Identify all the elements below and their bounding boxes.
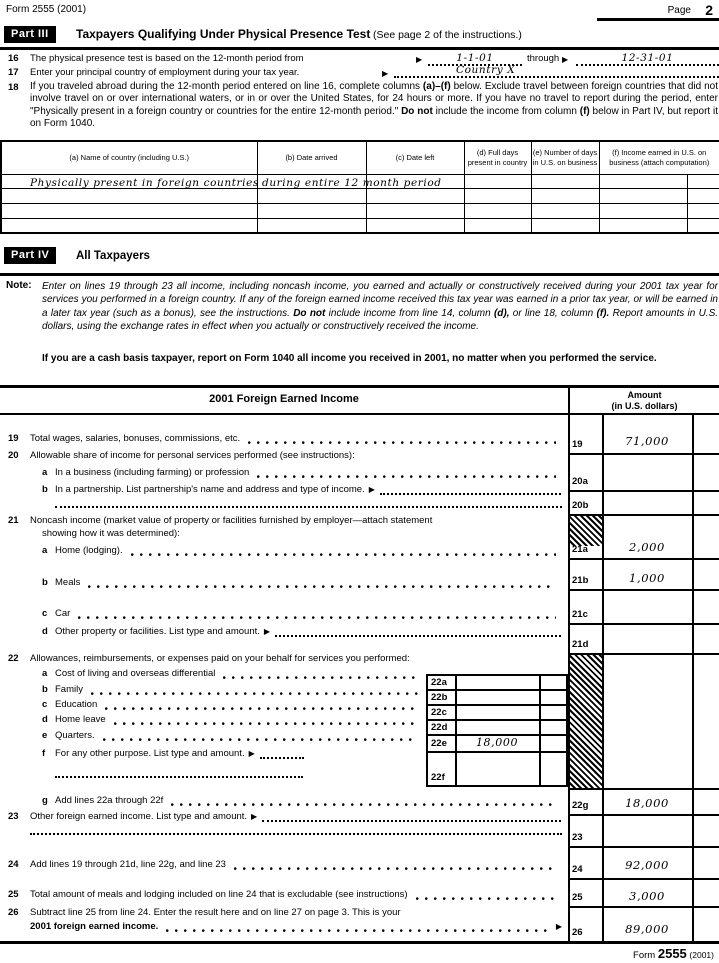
line16-through-label: through <box>527 53 560 64</box>
line24-row <box>30 859 562 872</box>
subtable-rule <box>428 719 566 721</box>
line21b-letter: b <box>42 577 48 588</box>
dot-leader <box>248 441 556 445</box>
line21a-label: Home (lodging). <box>55 545 123 556</box>
line22f-entry-line2[interactable] <box>55 768 303 778</box>
cash-basis-paragraph: If you are a cash basis taxpayer, report on Form 1040 all income you received in 2001, no matter when you performed the service. <box>42 353 657 364</box>
line23-entry-line[interactable] <box>262 820 561 822</box>
box-label-22e: 22e <box>431 738 447 749</box>
dot-leader <box>131 553 556 557</box>
line16-number: 16 <box>8 53 19 64</box>
part4-title: All Taxpayers <box>76 250 150 262</box>
line23-label: Other foreign earned income. List type and amount. <box>30 811 248 822</box>
box-label-21a: 21a <box>572 544 588 555</box>
line21c-letter: c <box>42 608 48 619</box>
line25-label: Total amount of meals and lodging included on line 24 that is excludable (see instructions) <box>30 889 408 900</box>
line21d-letter: d <box>42 626 48 637</box>
part3-badge: Part III <box>4 26 56 43</box>
line21d-label: Other property or facilities. List type and amount. <box>55 626 260 637</box>
line22f-label: For any other purpose. List type and amount. <box>55 748 245 759</box>
part3-title: Taxpayers Qualifying Under Physical Presence Test <box>76 27 371 41</box>
amount-26[interactable]: 89,000 <box>625 922 669 936</box>
box-label-22b: 22b <box>431 692 448 703</box>
travel-cell[interactable] <box>599 188 687 203</box>
dot-leader <box>88 585 556 589</box>
footer-year: (2001) <box>689 950 714 960</box>
line26-bold-label: 2001 foreign earned income. <box>30 921 159 932</box>
travel-cell[interactable] <box>687 174 719 188</box>
box-label-25: 25 <box>572 892 583 903</box>
box-label-22a: 22a <box>431 677 447 688</box>
line18-t1: If you traveled abroad during the 12-month period entered on line 16, complete columns <box>30 81 423 92</box>
travel-cell[interactable] <box>1 218 257 233</box>
line21d-row <box>55 626 562 639</box>
line22d-label: Home leave <box>55 714 106 725</box>
line21d-entry-line[interactable] <box>275 635 561 637</box>
line16-through-value: 12-31-01 <box>621 52 674 64</box>
subtable-cents-divider <box>539 676 541 785</box>
line22e-row <box>55 730 424 743</box>
line17-country-value: Country X <box>456 64 516 76</box>
dot-leader <box>234 867 556 871</box>
travel-cell[interactable] <box>464 203 531 218</box>
line22b-label: Family <box>55 684 83 695</box>
line23-number: 23 <box>8 811 19 822</box>
travel-header-usincome: (f) Income earned in U.S. on business (attach computation) <box>599 141 719 174</box>
note-label: Note: <box>6 280 32 291</box>
line22a-row <box>55 668 424 681</box>
travel-cell[interactable] <box>531 218 599 233</box>
line21a-letter: a <box>42 545 48 556</box>
travel-cell[interactable] <box>464 188 531 203</box>
line20-label: Allowable share of income for personal services performed (see instructions): <box>30 450 355 461</box>
page-word: Page <box>667 5 691 16</box>
line26-row2 <box>30 921 562 934</box>
line21-label1: Noncash income (market value of property or facilities furnished by employer—attach statement <box>30 515 433 526</box>
line22g-letter: g <box>42 795 48 806</box>
travel-cell[interactable] <box>366 188 464 203</box>
travel-cell[interactable] <box>366 218 464 233</box>
box-label-22d: 22d <box>431 722 448 733</box>
page-number: 2 <box>705 2 713 18</box>
hatched-cell <box>570 655 602 788</box>
line17-country-field[interactable] <box>394 63 719 78</box>
travel-header-country: (a) Name of country (including U.S.) <box>1 141 257 174</box>
box-label-20a: 20a <box>572 476 588 487</box>
line22-number: 22 <box>8 653 19 664</box>
line22a-letter: a <box>42 668 48 679</box>
line21c-label: Car <box>55 608 71 619</box>
header-rule <box>597 18 719 21</box>
line22d-row <box>55 714 424 727</box>
income-header-rule <box>0 413 719 415</box>
box-label-21d: 21d <box>572 639 589 650</box>
line22b-letter: b <box>42 684 48 695</box>
line18-paragraph <box>30 81 718 130</box>
line26-label1 <box>30 907 570 918</box>
line16-text: The physical presence test is based on the 12-month period from <box>30 53 304 64</box>
line22c-letter: c <box>42 699 48 710</box>
box-label-22g: 22g <box>572 800 589 811</box>
amount-header-line1: Amount <box>627 390 662 400</box>
line20b-letter: b <box>42 484 48 495</box>
line20a-letter: a <box>42 467 48 478</box>
dot-leader <box>416 897 556 901</box>
box-label-22c: 22c <box>431 707 447 718</box>
subtable-divider <box>455 676 457 785</box>
line18-t2: below. Exclude travel between foreign countries that did not involve travel on or over international waters, or in or over the United States, for 24 hours or more. If you have no travel to report during the period, enter "Physically present in a foreign country or countries for the entire 12-month period." <box>30 81 718 117</box>
line22-subtable <box>426 674 568 787</box>
line26-arrow-icon: ▶ <box>555 922 562 931</box>
line21d-arrow-icon: ▶ <box>263 627 271 636</box>
note-b1: Do not <box>293 307 326 319</box>
line16-from-value: 1-1-01 <box>456 52 494 64</box>
travel-cell[interactable] <box>257 218 366 233</box>
line20b-label: In a partnership. List partnership's name and address and type of income. <box>55 484 365 495</box>
amount-21b[interactable]: 1,000 <box>629 571 665 585</box>
line22f-arrow-icon: ▶ <box>248 749 255 758</box>
footer-form-number: 2555 <box>657 946 687 961</box>
line22f-letter: f <box>42 748 46 759</box>
note-t2: include income from line 14, column <box>325 307 494 319</box>
line25-number: 25 <box>8 889 19 900</box>
line22a-label: Cost of living and overseas differential <box>55 668 216 679</box>
line19-label: Total wages, salaries, bonuses, commissions, etc. <box>30 433 241 444</box>
dot-leader <box>91 692 418 696</box>
travel-cell[interactable] <box>366 203 464 218</box>
line16-arrow-icon: ▶ <box>416 55 423 64</box>
line20b-entry-line[interactable] <box>380 493 561 495</box>
part3-subtitle: (See page 2 of the instructions.) <box>373 29 522 41</box>
travel-cell[interactable] <box>687 188 719 203</box>
income-table-bottom-border <box>0 941 719 944</box>
line21-label2: showing how it was determined): <box>42 528 180 539</box>
dot-leader <box>166 929 550 933</box>
line22f-row <box>55 748 305 761</box>
amount-22e[interactable]: 18,000 <box>475 736 519 749</box>
amount-24[interactable]: 92,000 <box>625 858 669 872</box>
part4-rule <box>0 273 719 276</box>
line22c-label: Education <box>55 699 98 710</box>
travel-cell[interactable] <box>531 188 599 203</box>
note-t4: Report amounts in U.S. dollars, using the exchange rates in effect when you actually or constructively received the income. <box>42 307 719 333</box>
line21c-row <box>55 608 562 621</box>
travel-cell[interactable] <box>531 203 599 218</box>
subtable-rule <box>428 689 566 691</box>
note-b3: (f). <box>596 307 610 319</box>
part4-badge: Part IV <box>4 247 56 264</box>
income-table-top-border <box>0 385 719 388</box>
line21-number: 21 <box>8 515 19 526</box>
dot-leader <box>103 738 418 742</box>
line20b-entry-line2[interactable] <box>55 498 562 508</box>
line20a-row <box>55 467 562 480</box>
subtable-rule <box>428 704 566 706</box>
travel-header-usdays: (e) Number of days in U.S. on business <box>531 141 599 174</box>
travel-header-arrived: (b) Date arrived <box>257 141 366 174</box>
note-paragraph <box>42 280 718 334</box>
line21b-label: Meals <box>55 577 81 588</box>
travel-header-fulldays: (d) Full days present in country <box>464 141 531 174</box>
box-label-20b: 20b <box>572 500 589 511</box>
line23-row <box>30 811 562 824</box>
income-table-title: 2001 Foreign Earned Income <box>209 393 359 405</box>
travel-cell[interactable] <box>1 188 257 203</box>
amount-19[interactable]: 71,000 <box>625 434 669 448</box>
line16-arrow2-icon: ▶ <box>562 55 569 64</box>
box-label-22f: 22f <box>431 772 445 783</box>
travel-cell[interactable] <box>687 203 719 218</box>
line20a-label: In a business (including farming) or profession <box>55 467 250 478</box>
line22-label: Allowances, reimbursements, or expenses paid on your behalf for services you performed: <box>30 653 410 664</box>
travel-cell[interactable] <box>599 218 687 233</box>
travel-header-left: (c) Date left <box>366 141 464 174</box>
line22e-letter: e <box>42 730 48 741</box>
line24-number: 24 <box>8 859 19 870</box>
line26-text: Subtract line 25 from line 24. Enter the result here and on line 27 on page 3. This is your <box>30 907 401 918</box>
box-label-24: 24 <box>572 864 583 875</box>
form-id-label: Form 2555 (2001) <box>6 4 87 15</box>
travel-cell[interactable] <box>599 174 687 188</box>
line22e-label: Quarters. <box>55 730 95 741</box>
box-label-21c: 21c <box>572 609 588 620</box>
amount-header-line2: (in U.S. dollars) <box>611 401 678 411</box>
box-label-21b: 21b <box>572 575 589 586</box>
dot-leader <box>78 616 556 620</box>
line18-t3: include the income from column <box>432 105 580 117</box>
line25-row <box>30 889 562 902</box>
dot-leader <box>223 676 418 680</box>
box-label-19: 19 <box>572 439 583 450</box>
travel-cell[interactable] <box>257 203 366 218</box>
note-b2: (d), <box>493 307 510 319</box>
amount-22g[interactable]: 18,000 <box>625 796 669 810</box>
income-cents-divider <box>692 413 694 941</box>
line17-text: Enter your principal country of employment during your tax year. <box>30 67 300 78</box>
dot-leader <box>105 707 418 711</box>
line18-b1: (a)–(f) <box>422 81 451 92</box>
travel-cell[interactable] <box>687 218 719 233</box>
line22g-row <box>55 795 562 808</box>
travel-cell[interactable] <box>1 203 257 218</box>
note-t3: or line 18, column <box>509 307 597 319</box>
line19-number: 19 <box>8 433 19 444</box>
line18-number: 18 <box>8 82 19 93</box>
line21b-row <box>55 577 562 590</box>
line18-b3: (f) <box>579 105 590 117</box>
line24-label: Add lines 19 through 21d, line 22g, and line 23 <box>30 859 226 870</box>
travel-cell[interactable] <box>599 203 687 218</box>
dot-leader <box>257 475 556 479</box>
line22b-row <box>55 684 424 697</box>
travel-cell[interactable] <box>257 188 366 203</box>
line22g-label: Add lines 22a through 22f <box>55 795 164 806</box>
line20b-arrow-icon: ▶ <box>368 485 375 494</box>
line22d-letter: d <box>42 714 48 725</box>
dot-leader <box>171 803 556 807</box>
line19-row <box>30 433 562 446</box>
line20-number: 20 <box>8 450 19 461</box>
amount-21a[interactable]: 2,000 <box>629 540 665 554</box>
box-label-23: 23 <box>572 832 583 843</box>
travel-row1-period-value[interactable]: during entire 12 month period <box>262 177 442 189</box>
line17-number: 17 <box>8 67 19 78</box>
line23-entry-line2[interactable] <box>30 825 562 835</box>
travel-cell[interactable] <box>464 218 531 233</box>
line17-arrow-icon: ▶ <box>382 69 389 78</box>
note-t1: Enter on lines 19 through 23 all income, including noncash income, you earned and actually or constructively received during your 2001 tax year for services you performed in a foreign country. If any of the foreign earned income received this tax year was earned in a prior tax year, or will be earned in a later tax year (such as a bonus), see the instructions. <box>42 281 718 319</box>
line22f-entry-line[interactable] <box>260 757 304 759</box>
line26-number: 26 <box>8 907 19 918</box>
travel-row1-country-value[interactable]: Physically present in foreign countries <box>30 177 259 189</box>
line18-t4: below in Part IV, but report it on Form 1040. <box>30 105 719 129</box>
line23-arrow-icon: ▶ <box>251 812 258 821</box>
dot-leader <box>114 722 418 726</box>
box-label-26: 26 <box>572 927 583 938</box>
line18-b2: Do not <box>401 105 433 117</box>
amount-25[interactable]: 3,000 <box>629 889 665 903</box>
line21a-row <box>55 545 562 558</box>
footer-form-word: Form <box>633 950 656 961</box>
line20b-row <box>55 484 562 497</box>
line22c-row <box>55 699 424 712</box>
subtable-rule <box>428 751 566 753</box>
